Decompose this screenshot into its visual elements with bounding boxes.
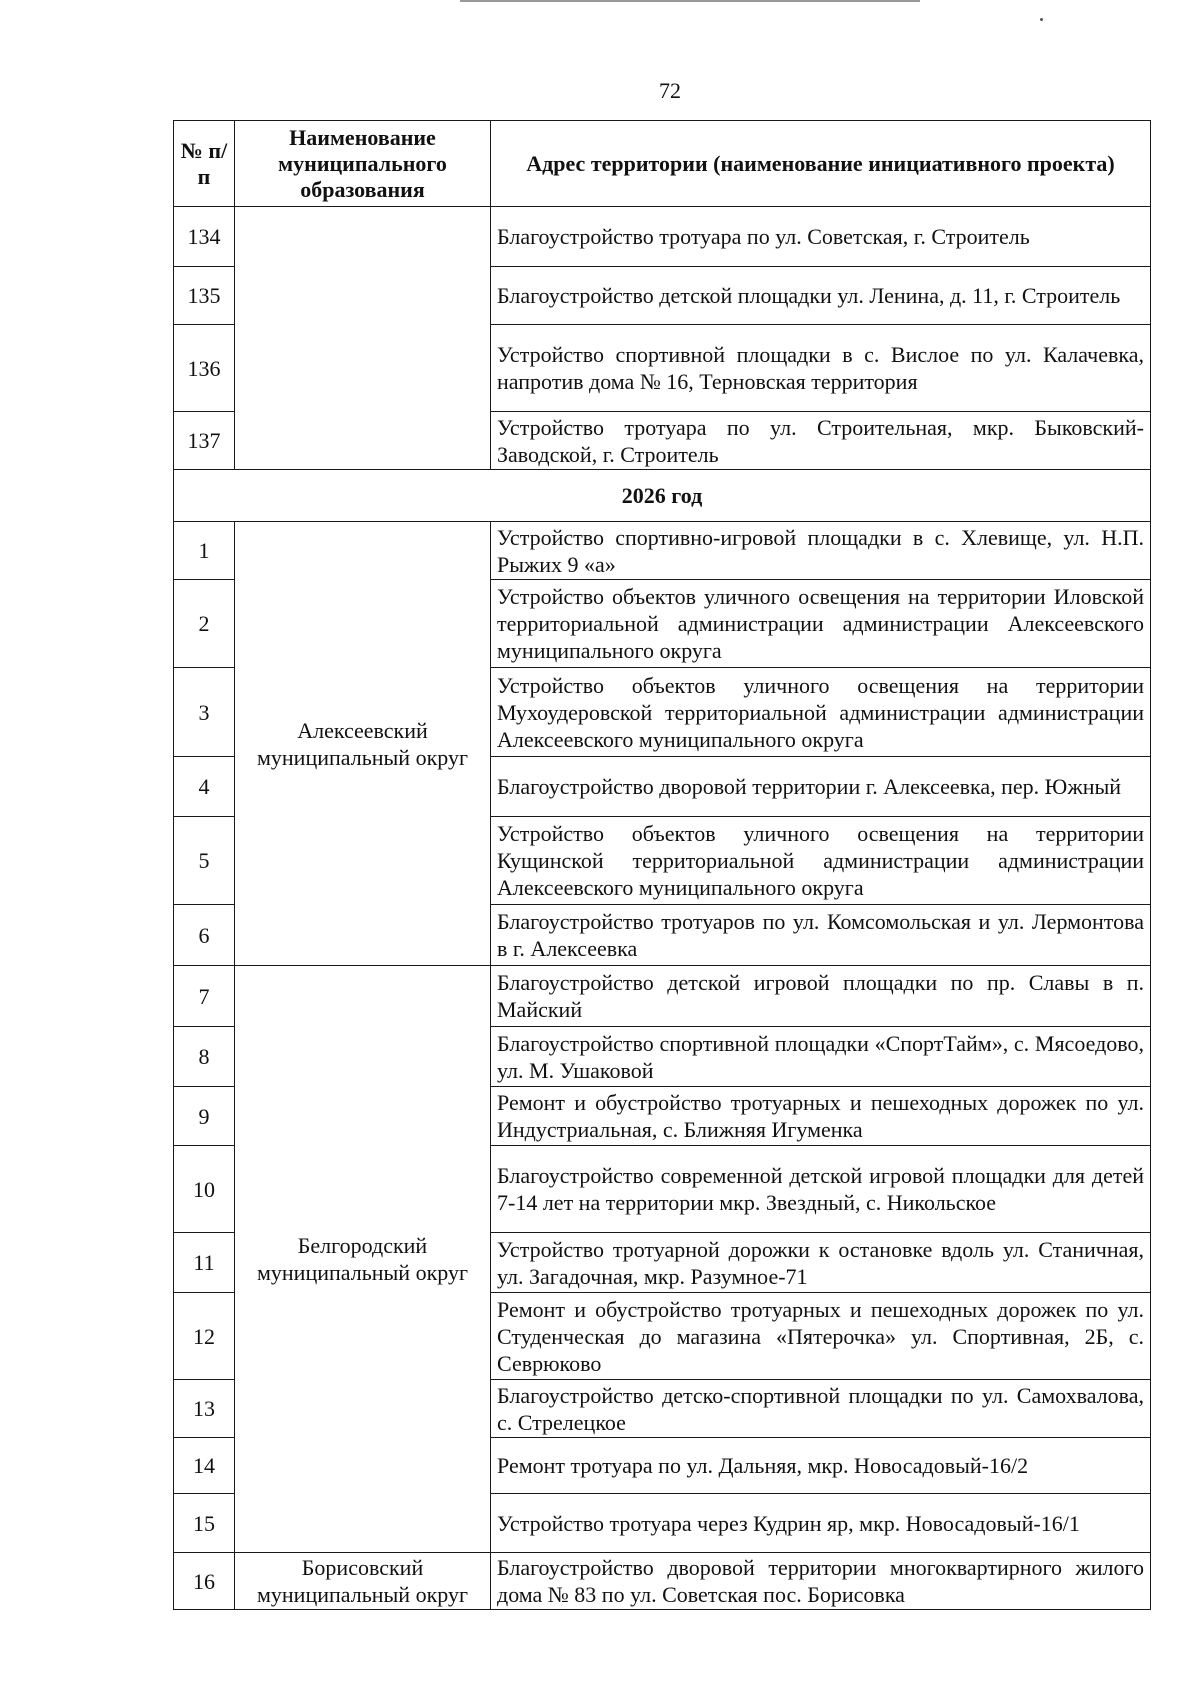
row-number: 14 (174, 1438, 235, 1494)
project-address: Устройство объектов уличного освещения на территории Кущинской территориальной администрации администрации Алексеевского муниципального округа (491, 817, 1151, 905)
project-address: Благоустройство дворовой территории г. Алексеевка, пер. Южный (491, 757, 1151, 817)
municipality-cell-empty (235, 207, 491, 470)
project-address: Благоустройство детской площадки ул. Ленина, д. 11, г. Строитель (491, 267, 1151, 325)
project-address: Устройство тротуарной дорожки к остановке вдоль ул. Станичная, ул. Загадочная, мкр. Разумное-71 (491, 1233, 1151, 1293)
row-number: 135 (174, 267, 235, 325)
project-address: Ремонт и обустройство тротуарных и пешеходных дорожек по ул. Индустриальная, с. Ближняя Игуменка (491, 1087, 1151, 1146)
year-label: 2026 год (174, 470, 1151, 522)
row-number: 134 (174, 207, 235, 267)
row-number: 137 (174, 412, 235, 470)
header-number: № п/п (174, 121, 235, 207)
project-address: Устройство объектов уличного освещения на территории Мухоудеровской территориальной администрации администрации Алексеевского муниципального округа (491, 668, 1151, 757)
scan-top-edge-line (460, 0, 920, 2)
row-number: 2 (174, 580, 235, 668)
header-municipality: Наименование муниципального образования (235, 121, 491, 207)
row-number: 10 (174, 1146, 235, 1233)
row-number: 9 (174, 1087, 235, 1146)
project-address: Устройство спортивно-игровой площадки в с. Хлевище, ул. Н.П. Рыжих 9 «а» (491, 522, 1151, 580)
row-number: 1 (174, 522, 235, 580)
project-address: Благоустройство современной детской игровой площадки для детей 7-14 лет на территории мкр. Звездный, с. Никольское (491, 1146, 1151, 1233)
year-row (174, 470, 1151, 522)
table-row (174, 966, 1151, 1027)
row-number: 6 (174, 905, 235, 966)
row-number: 12 (174, 1293, 235, 1380)
row-number: 3 (174, 668, 235, 757)
table-row (174, 1553, 1151, 1610)
municipality-alekseevsky: Алексеевский муниципальный округ (235, 522, 491, 966)
row-number: 136 (174, 325, 235, 412)
project-address: Устройство тротуара через Кудрин яр, мкр. Новосадовый-16/1 (491, 1494, 1151, 1553)
municipality-borisovsky: Борисовский муниципальный округ (235, 1553, 491, 1610)
row-number: 8 (174, 1027, 235, 1087)
project-address: Устройство тротуара по ул. Строительная, мкр. Быковский-Заводской, г. Строитель (491, 412, 1151, 470)
project-address: Благоустройство спортивной площадки «СпортТайм», с. Мясоедово, ул. М. Ушаковой (491, 1027, 1151, 1087)
table-row (174, 207, 1151, 267)
project-address: Благоустройство тротуара по ул. Советская, г. Строитель (491, 207, 1151, 267)
project-address: Благоустройство детской игровой площадки по пр. Славы в п. Майский (491, 966, 1151, 1027)
project-address: Ремонт и обустройство тротуарных и пешеходных дорожек по ул. Студенческая до магазина «Пятерочка» ул. Спортивная, 2Б, с. Севрюково (491, 1293, 1151, 1380)
project-address: Устройство объектов уличного освещения на территории Иловской территориальной администрации администрации Алексеевского муниципального округа (491, 580, 1151, 668)
project-address: Благоустройство тротуаров по ул. Комсомольская и ул. Лермонтова в г. Алексеевка (491, 905, 1151, 966)
page-number: 72 (659, 78, 681, 103)
project-address: Благоустройство дворовой территории многоквартирного жилого дома № 83 по ул. Советская пос. Борисовка (491, 1553, 1151, 1610)
table-row (174, 522, 1151, 580)
table-header-row (174, 121, 1151, 207)
project-address: Благоустройство детско-спортивной площадки по ул. Самохвалова, с. Стрелецкое (491, 1380, 1151, 1438)
row-number: 16 (174, 1553, 235, 1610)
row-number: 4 (174, 757, 235, 817)
header-address: Адрес территории (наименование инициативного проекта) (491, 121, 1151, 207)
row-number: 11 (174, 1233, 235, 1293)
row-number: 15 (174, 1494, 235, 1553)
projects-table (173, 120, 1151, 1610)
project-address: Ремонт тротуара по ул. Дальняя, мкр. Новосадовый-16/2 (491, 1438, 1151, 1494)
row-number: 5 (174, 817, 235, 905)
municipality-belgorodsky: Белгородский муниципальный округ (235, 966, 491, 1553)
scan-speck (1040, 18, 1043, 21)
project-address: Устройство спортивной площадки в с. Вислое по ул. Калачевка, напротив дома № 16, Терновская территория (491, 325, 1151, 412)
row-number: 7 (174, 966, 235, 1027)
row-number: 13 (174, 1380, 235, 1438)
